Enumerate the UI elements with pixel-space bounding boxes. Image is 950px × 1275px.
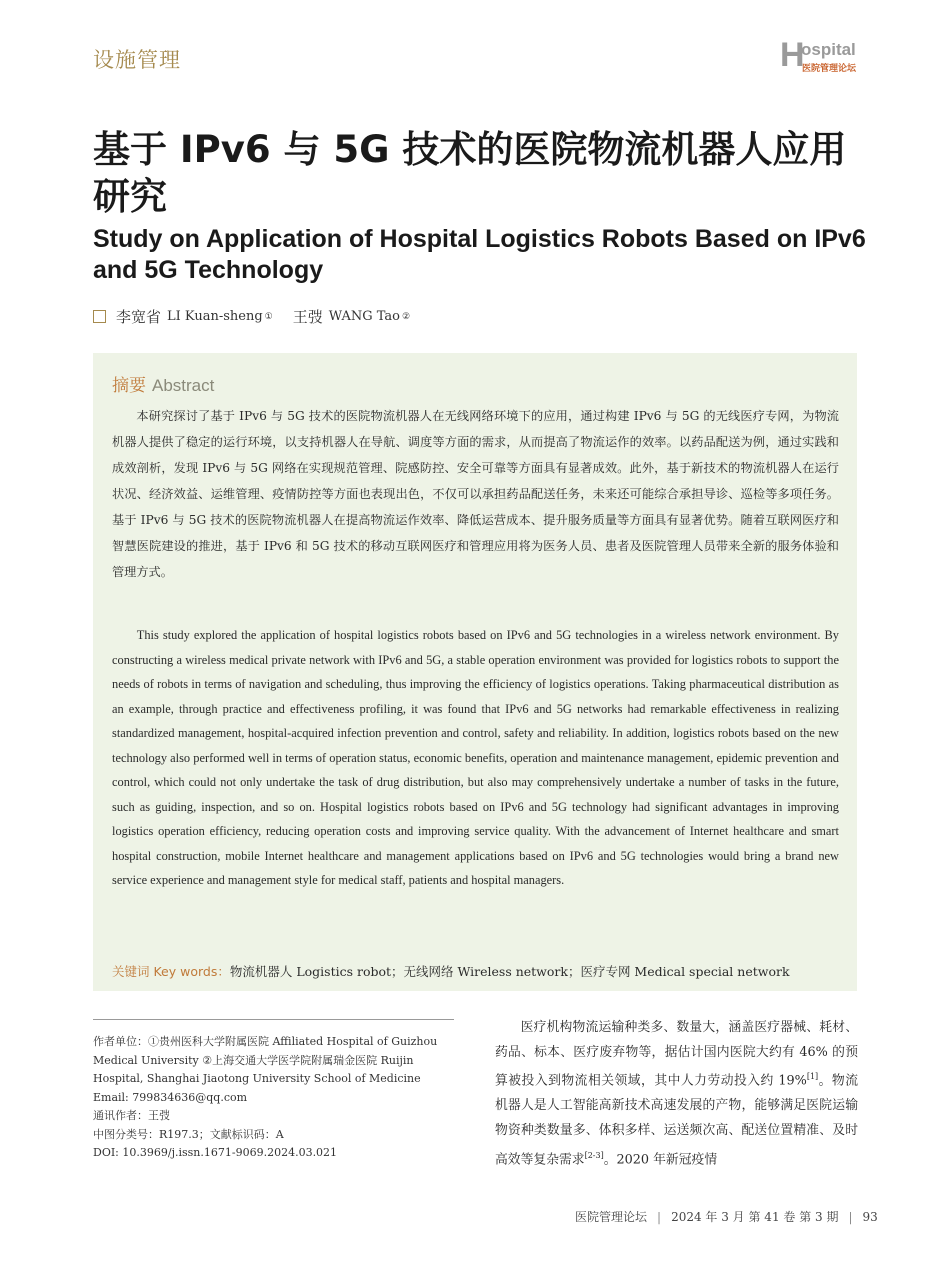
author-2-en: WANG Tao xyxy=(328,309,400,324)
affiliation-line-3: Hospital, Shanghai Jiaotong University School of Medicine xyxy=(93,1072,421,1085)
page-number: 93 xyxy=(862,1210,878,1224)
author-email: Email: 799834636@qq.com xyxy=(93,1090,248,1104)
logo-word: ospital xyxy=(801,40,856,59)
classification-code: 中图分类号：R197.3；文献标识码：A xyxy=(93,1127,284,1141)
body-paragraph xyxy=(495,1016,858,1173)
author-marker-icon xyxy=(93,310,106,323)
citation-1: [1] xyxy=(806,1072,819,1082)
abstract-box xyxy=(93,353,857,991)
author-2-mark: ② xyxy=(402,311,411,322)
citation-2: [2-3] xyxy=(584,1150,604,1160)
footer-issue: 2024 年 3 月 第 41 卷 第 3 期 xyxy=(671,1210,839,1224)
logo-letter: H xyxy=(780,36,805,74)
affiliation-line-1: 作者单位：①贵州医科大学附属医院 Affiliated Hospital of Guizhou xyxy=(93,1035,438,1048)
author-1-mark: ① xyxy=(264,311,273,322)
author-2-cn: 王弢 xyxy=(292,308,323,326)
abstract-english: This study explored the application of hospital logistics robots based on IPv6 and 5G technologies in a wireless network environment. By constructing a wireless medical private network with IPv6 and 5G, a stable operation environment was provided for logistics robots to support the needs of robots in terms of navigation and scheduling, thus improving the efficiency of logistics operations. Taking pharmaceutical distribution as an example, through practice and effectiveness profiling, it was found that IPv6 and 5G networks had remarkable effectiveness in realizing standardized management, hospital-acquired infection prevention and control, safety and reliability. In addition, logistics robots based on the new technology also performed well in terms of operation status, economic benefits, operation and maintenance management, epidemic prevention and control, which could not only undertake the task of drug distribution, but also may comprehensively undertake a number of tasks in the future, such as guiding, inspection, and so on. Hospital logistics robots based on IPv6 and 5G technology had significant advantages in improving logistics operation efficiency, reducing operation costs and improving service quality. With the advancement of Internet healthcare and smart hospital construction, mobile Internet healthcare and management applications based on IPv6 and 5G technologies would bring a brand new service experience and management style for medical staff, patients and hospital managers. xyxy=(112,628,839,887)
title-chinese: 基于 IPv6 与 5G 技术的医院物流机器人应用研究 xyxy=(93,128,847,218)
footer-journal: 医院管理论坛 xyxy=(575,1210,648,1224)
author-line xyxy=(93,306,410,327)
footnote-divider xyxy=(93,1019,454,1020)
author-1-en: LI Kuan-sheng xyxy=(167,309,263,324)
corresponding-author: 通讯作者：王弢 xyxy=(93,1109,170,1122)
title-english: Study on Application of Hospital Logistics Robots Based on IPv6 and 5G Technology xyxy=(93,225,866,284)
body-text-part-2: 。物流机器人是人工智能高新技术高速发展的产物，能够满足医院运输物资种类数量多、体积多样、运送频次高、配送位置精准、及时高效等复杂需求 xyxy=(495,1073,859,1168)
keywords-label: 关键词 Key words： xyxy=(112,964,230,979)
affiliation-line-2: Medical University ②上海交通大学医学院附属瑞金医院 Ruijin xyxy=(93,1053,414,1067)
keywords-text: 物流机器人 Logistics robot；无线网络 Wireless network；医疗专网 Medical special network xyxy=(229,964,790,979)
author-1-cn: 李宽省 xyxy=(116,308,162,326)
logo-cn: 医院管理论坛 xyxy=(802,64,857,74)
doi: DOI: 10.3969/j.issn.1671-9069.2024.03.021 xyxy=(93,1146,338,1159)
abstract-label-cn: 摘要 xyxy=(112,376,146,396)
abstract-chinese: 本研究探讨了基于 IPv6 与 5G 技术的医院物流机器人在无线网络环境下的应用，通过构建 IPv6 与 5G 的无线医疗专网，为物流机器人提供了稳定的运行环境，以支持机器人在导航、调度等方面的需求，从而提高了物流运作的效率。以药品配送为例，通过实践和成效剖析，发现 IPv6 与 5G 网络在实现规范管理、院感防控、安全可靠等方面具有显著成效。此外，基于新技术的物流机器人在运行状况、经济效益、运维管理、疫情防控等方面也表现出色，不仅可以承担药品配送任务，未来还可能综合承担导诊、巡检等多项任务。基于 IPv6 与 5G 技术的医院物流机器人在提高物流运作效率、降低运营成本、提升服务质量等方面具有显著优势。随着互联网医疗和智慧医院建设的推进，基于 IPv6 和 5G 技术的移动互联网医疗和管理应用将为医务人员、患者及医院管理人员带来全新的服务体验和管理方式。 xyxy=(112,409,839,579)
body-text-part-3: 。2020 年新冠疫情 xyxy=(603,1152,718,1168)
page-footer: 医院管理论坛 | 2024 年 3 月 第 41 卷 第 3 期 | 93 xyxy=(575,1210,878,1224)
abstract-label-en: Abstract xyxy=(152,376,215,395)
abstract-heading xyxy=(112,371,214,396)
section-tag: 设施管理 xyxy=(93,48,181,72)
journal-logo xyxy=(780,36,860,76)
author-footnote xyxy=(93,1033,463,1163)
keywords xyxy=(112,962,842,980)
body-text-part-1: 医疗机构物流运输种类多、数量大，涵盖医疗器械、耗材、药品、标本、医疗废弃物等，据估计国内医院大约有 46% 的预算被投入到物流相关领域，其中人力劳动投入约 19% xyxy=(495,1020,858,1089)
